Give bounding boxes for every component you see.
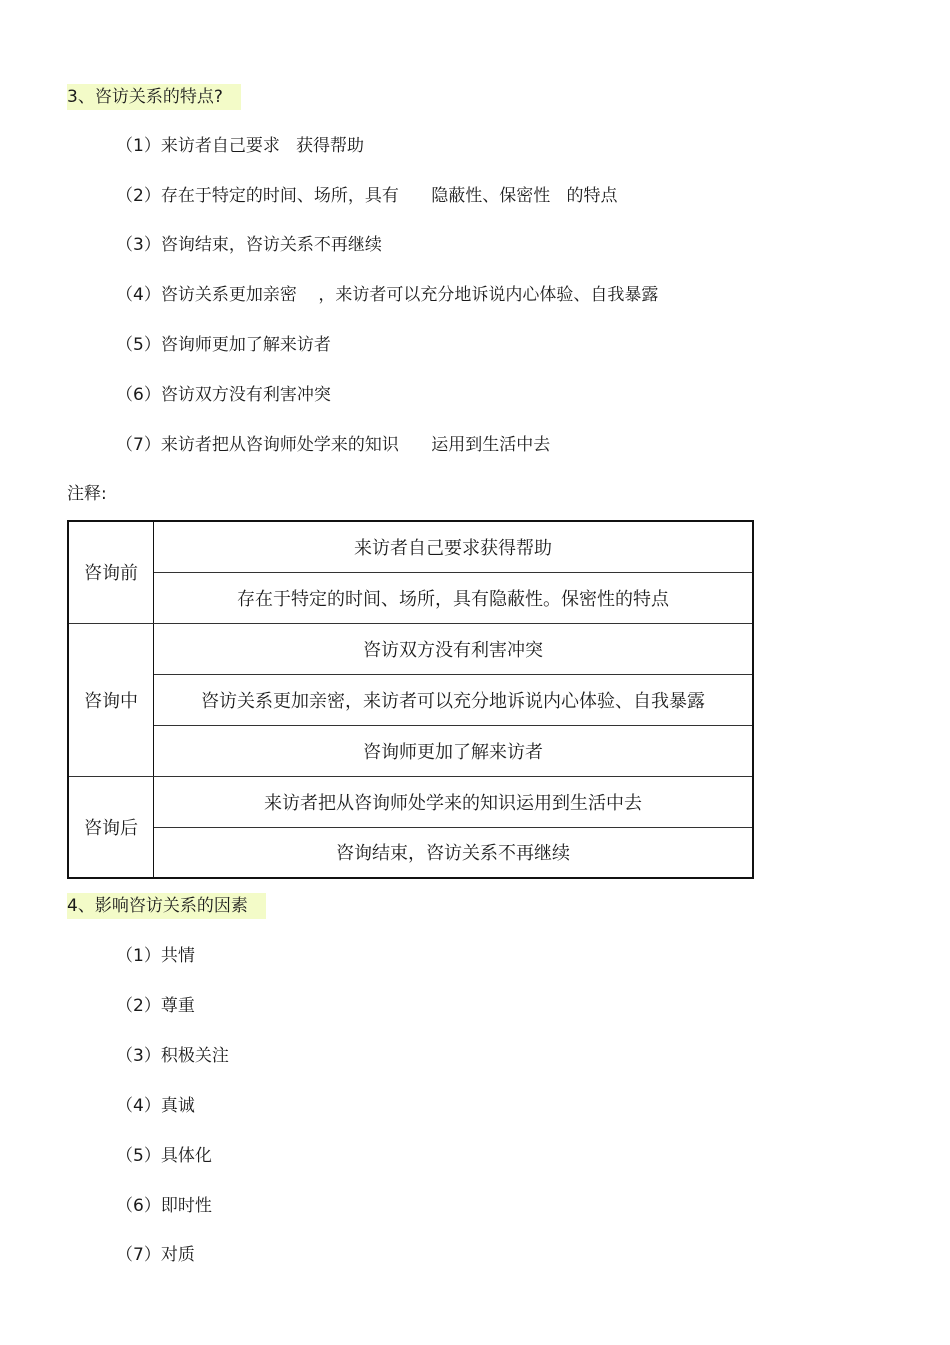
table-row — [68, 725, 753, 776]
section-4-item-3: （3）积极关注 — [116, 1046, 229, 1066]
table-cell: 咨访双方没有利害冲突 — [154, 623, 754, 674]
table-cell: 来访者把从咨询师处学来的知识运用到生活中去 — [154, 776, 754, 827]
section-4-item-5: （5）具体化 — [116, 1146, 212, 1166]
table-row — [68, 776, 753, 827]
table-row — [68, 623, 753, 674]
table-cell: 咨访关系更加亲密，来访者可以充分地诉说内心体验、自我暴露 — [154, 674, 754, 725]
table-row — [68, 521, 753, 572]
section-3-item-2: （2）存在于特定的时间、场所，具有 隐蔽性、保密性 的特点 — [116, 186, 618, 206]
section-3-item-3: （3）咨询结束，咨访关系不再继续 — [116, 235, 382, 255]
section-3-heading: 3、咨访关系的特点? — [67, 84, 241, 110]
table-cell: 咨询结束，咨访关系不再继续 — [154, 827, 754, 878]
section-4-item-7: （7）对质 — [116, 1245, 195, 1265]
section-4-item-2: （2）尊重 — [116, 996, 195, 1016]
group-during-consultation: 咨询中 — [68, 623, 154, 776]
section-3-item-1: （1）来访者自己要求 获得帮助 — [116, 136, 365, 156]
section-3-item-6: （6）咨访双方没有利害冲突 — [116, 385, 331, 405]
group-before-consultation: 咨询前 — [68, 521, 154, 623]
table-row — [68, 827, 753, 878]
notes-label: 注释: — [67, 484, 107, 504]
section-4-heading: 4、影响咨访关系的因素 — [67, 893, 266, 919]
table-cell: 咨询师更加了解来访者 — [154, 725, 754, 776]
group-after-consultation: 咨询后 — [68, 776, 154, 878]
section-4-item-1: （1）共情 — [116, 946, 195, 966]
table-row — [68, 572, 753, 623]
table-cell: 存在于特定的时间、场所，具有隐蔽性。保密性的特点 — [154, 572, 754, 623]
section-4-item-6: （6）即时性 — [116, 1196, 212, 1216]
section-4-item-4: （4）真诚 — [116, 1096, 195, 1116]
table-cell: 来访者自己要求获得帮助 — [154, 521, 754, 572]
section-3-item-5: （5）咨询师更加了解来访者 — [116, 335, 331, 355]
section-3-item-7: （7）来访者把从咨询师处学来的知识 运用到生活中去 — [116, 435, 551, 455]
section-3-item-4: （4）咨访关系更加亲密 ，来访者可以充分地诉说内心体验、自我暴露 — [116, 285, 659, 305]
table-row — [68, 674, 753, 725]
notes-table — [67, 520, 754, 879]
